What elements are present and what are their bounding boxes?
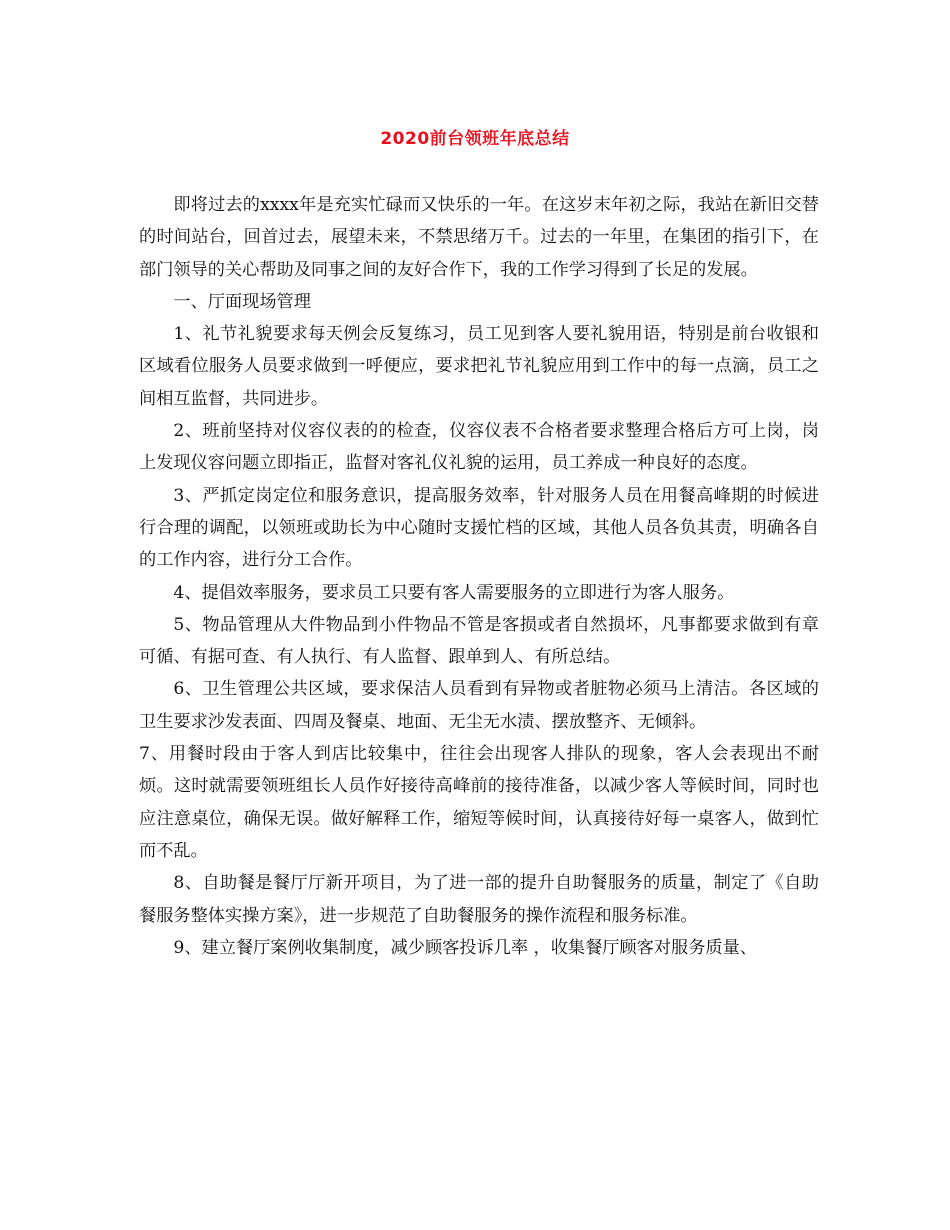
paragraph-item-1: 1、礼节礼貌要求每天例会反复练习，员工见到客人要礼貌用语，特别是前台收银和区域看位服务人员要求做到一呼便应，要求把礼节礼貌应用到工作中的每一点滴，员工之间相互监督，共同进步。 [139,324,819,409]
paragraph-item-6: 6、卫生管理公共区域，要求保洁人员看到有异物或者脏物必须马上清洁。各区域的卫生要求沙发表面、四周及餐桌、地面、无尘无水渍、摆放整齐、无倾斜。 [139,679,819,732]
paragraph-item-3: 3、严抓定岗定位和服务意识，提高服务效率，针对服务人员在用餐高峰期的时候进行合理的调配，以领班或助长为中心随时支援忙档的区域，其他人员各负其责，明确各自的工作内容，进行分工合作。 [139,485,819,571]
paragraph-item-4: 4、提倡效率服务，要求员工只要有客人需要服务的立即进行为客人服务。 [173,582,735,603]
paragraph-item-8: 8、自助餐是餐厅厅新开项目，为了进一部的提升自助餐服务的质量，制定了《自助餐服务整体实操方案》，进一步规范了自助餐服务的操作流程和服务标准。 [139,873,819,926]
document-title: 2020前台领班年底总结 [380,129,570,149]
document-body [139,189,819,964]
paragraph-item-7: 7、用餐时段由于客人到店比较集中，往往会出现客人排队的现象，客人会表现出不耐烦。这时就需要领班组长人员作好接待高峰前的接待准备，以减少客人等候时间，同时也应注意桌位，确保无误。做好解释工作，缩短等候时间，认真接待好每一桌客人，做到忙而不乱。 [139,744,819,861]
paragraph-intro: 即将过去的xxxx年是充实忙碌而又快乐的一年。在这岁末年初之际，我站在新旧交替的时间站台，回首过去，展望未来，不禁思绪万千。过去的一年里，在集团的指引下，在部门领导的关心帮助及同事之间的友好合作下，我的工作学习得到了长足的发展。 [139,195,819,280]
paragraph-item-2: 2、班前坚持对仪容仪表的的检查，仪容仪表不合格者要求整理合格后方可上岗，岗上发现仪容问题立即指正，监督对客礼仪礼貌的运用，员工养成一种良好的态度。 [139,421,819,474]
paragraph-item-5: 5、物品管理从大件物品到小件物品不管是客损或者自然损坏，凡事都要求做到有章可循、有据可查、有人执行、有人监督、跟单到人、有所总结。 [139,614,819,668]
paragraph-item-9: 9、建立餐厅案例收集制度，减少顾客投诉几率 ，收集餐厅顾客对服务质量、 [173,937,757,958]
section-heading: 一、厅面现场管理 [173,291,311,312]
